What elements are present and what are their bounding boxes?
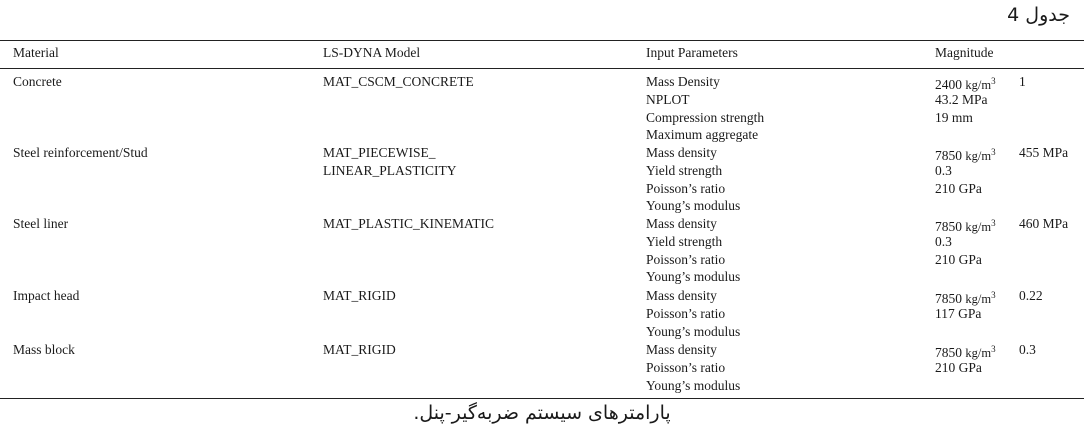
extra-value: 455 MPa (1019, 145, 1069, 160)
model-line: LINEAR_PLASTICITY (323, 162, 457, 178)
param-line: Poisson’s ratio (646, 251, 726, 267)
magnitude-line (935, 233, 996, 251)
unit-exponent: 3 (991, 76, 996, 86)
magnitude-line (935, 109, 996, 127)
magnitude-value: 117 GPa (935, 305, 982, 321)
magnitude-cell (935, 144, 996, 197)
model-cell (323, 144, 457, 180)
param-line: Poisson’s ratio (646, 305, 726, 321)
magnitude-value: 2400 (935, 77, 962, 93)
header-material: Material (13, 45, 59, 60)
unit-exponent: 3 (991, 290, 996, 300)
density-value (935, 215, 996, 233)
magnitude-line (935, 359, 996, 377)
param-line: Mass density (646, 216, 717, 231)
params-cell (646, 215, 740, 286)
magnitude-value: 0.3 (935, 162, 952, 178)
table-label: جدول 4 (1007, 4, 1070, 26)
material-cell (13, 341, 75, 359)
params-cell (646, 341, 740, 394)
magnitude-value: 210 GPa (935, 359, 982, 375)
material-name: Concrete (13, 74, 62, 89)
param-line: Yield strength (646, 233, 723, 249)
magnitude-value: 210 GPa (935, 180, 982, 196)
magnitude-line (935, 251, 996, 269)
unit-base: kg/m (965, 220, 992, 235)
model-cell (323, 341, 396, 359)
extra-value-cell (1019, 287, 1043, 305)
param-line: Poisson’s ratio (646, 359, 726, 375)
header-params: Input Parameters (646, 45, 738, 60)
magnitude-value: 210 GPa (935, 251, 982, 267)
material-cell (13, 144, 148, 162)
bottom-rule (0, 398, 1084, 399)
extra-value-cell (1019, 144, 1068, 162)
unit-base: kg/m (965, 292, 992, 307)
magnitude-cell (935, 341, 996, 377)
unit-base: kg/m (965, 78, 992, 93)
extra-value-cell (1019, 73, 1026, 91)
extra-value-cell (1019, 341, 1036, 359)
model-line: MAT_RIGID (323, 288, 396, 303)
model-cell (323, 287, 396, 305)
unit-exponent: 3 (991, 344, 996, 354)
param-line: Poisson’s ratio (646, 180, 726, 196)
params-cell (646, 144, 740, 215)
material-name: Impact head (13, 288, 80, 303)
material-cell (13, 215, 68, 233)
param-line: Mass density (646, 145, 717, 160)
density-value (935, 287, 996, 305)
unit-base: kg/m (965, 346, 992, 361)
magnitude-line (935, 162, 996, 180)
magnitude-value: 7850 (935, 291, 962, 307)
magnitude-value: 7850 (935, 219, 962, 235)
model-cell (323, 73, 474, 91)
model-line: MAT_PIECEWISE_ (323, 145, 436, 160)
extra-value: 0.22 (1019, 288, 1043, 303)
magnitude-cell (935, 215, 996, 268)
magnitude-value: 19 mm (935, 109, 973, 125)
header-model: LS-DYNA Model (323, 45, 421, 60)
magnitude-cell (935, 287, 996, 323)
param-line: Young’s modulus (646, 323, 741, 339)
material-name: Steel liner (13, 216, 69, 231)
magnitude-value: 43.2 MPa (935, 91, 988, 107)
magnitude-line (935, 305, 996, 323)
param-line: Young’s modulus (646, 377, 741, 393)
extra-value: 1 (1019, 74, 1026, 89)
param-line: NPLOT (646, 91, 690, 107)
magnitude-cell (935, 73, 996, 126)
material-name: Mass block (13, 342, 75, 357)
model-line: MAT_CSCM_CONCRETE (323, 74, 474, 89)
magnitude-value: 0.3 (935, 233, 952, 249)
param-line: Maximum aggregate (646, 127, 759, 143)
param-line: Young’s modulus (646, 198, 741, 214)
param-line: Mass density (646, 342, 717, 357)
param-line: Yield strength (646, 162, 723, 178)
model-cell (323, 215, 494, 233)
table-caption: پارامترهای سیستم ضربه‌گیر-پنل. (413, 402, 671, 424)
model-line: MAT_RIGID (323, 342, 396, 357)
param-line: Compression strength (646, 109, 765, 125)
material-cell (13, 73, 62, 91)
extra-value: 0.3 (1019, 342, 1036, 357)
top-rule (0, 40, 1084, 41)
density-value (935, 341, 996, 359)
unit-base: kg/m (965, 149, 992, 164)
magnitude-line (935, 180, 996, 198)
param-line: Mass Density (646, 74, 720, 89)
params-cell (646, 73, 764, 144)
param-line: Mass density (646, 288, 717, 303)
material-name: Steel reinforcement/Stud (13, 145, 148, 160)
density-unit (965, 220, 995, 234)
params-cell (646, 287, 740, 340)
unit-exponent: 3 (991, 147, 996, 157)
density-value (935, 144, 996, 162)
density-value (935, 73, 996, 91)
magnitude-line (935, 91, 996, 109)
header-magnitude: Magnitude (935, 45, 994, 60)
magnitude-value: 7850 (935, 345, 962, 361)
model-line: MAT_PLASTIC_KINEMATIC (323, 216, 495, 231)
density-unit (965, 149, 995, 163)
header-rule (0, 68, 1084, 69)
extra-value-cell (1019, 215, 1068, 233)
extra-value: 460 MPa (1019, 216, 1069, 231)
material-cell (13, 287, 79, 305)
magnitude-value: 7850 (935, 148, 962, 164)
unit-exponent: 3 (991, 218, 996, 228)
param-line: Young’s modulus (646, 269, 741, 285)
